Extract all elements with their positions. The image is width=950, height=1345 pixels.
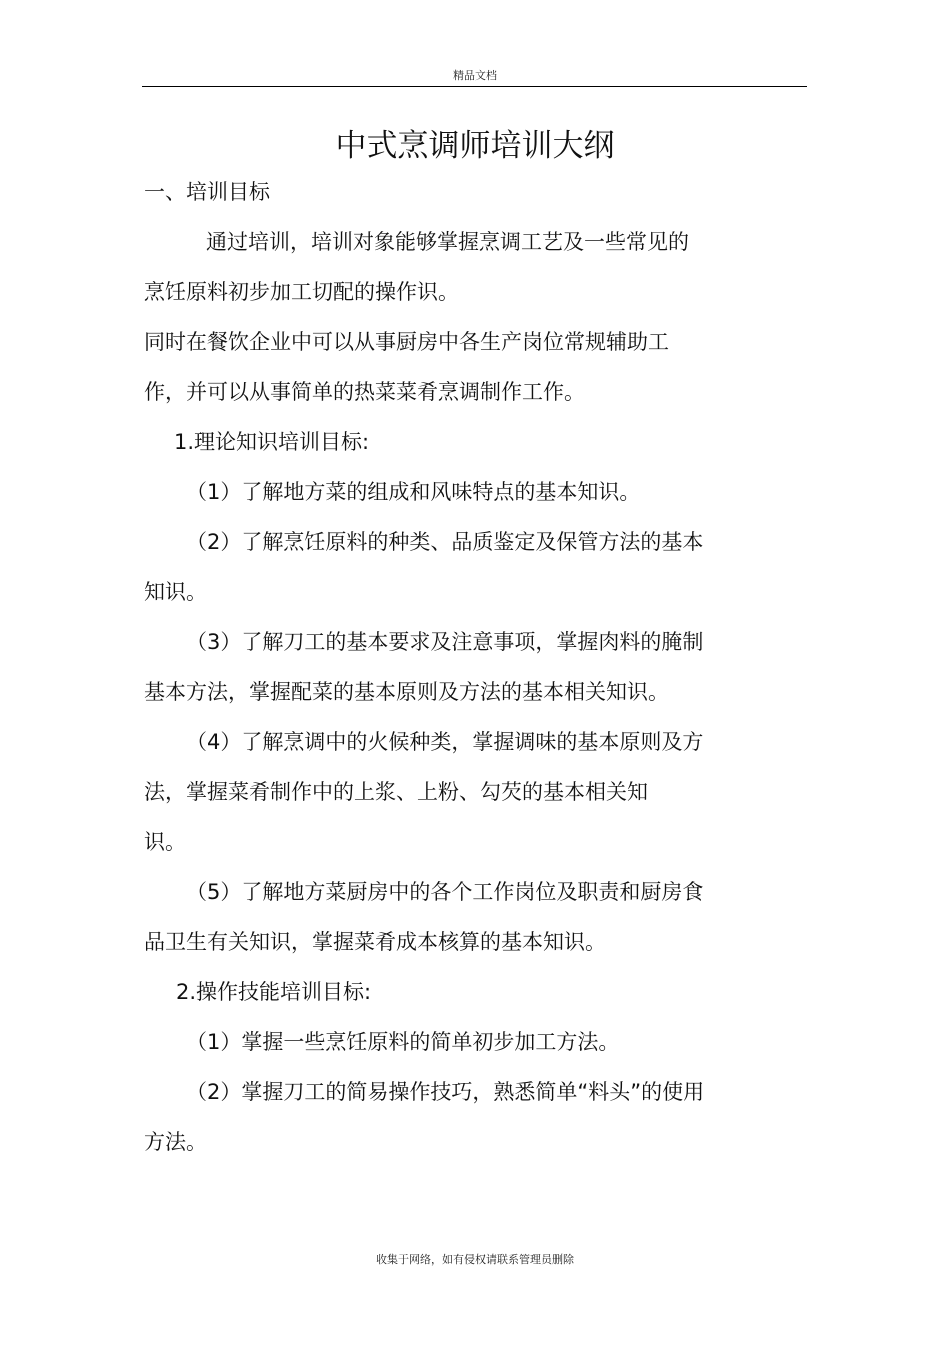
list-item: （4）了解烹调中的火候种类，掌握调味的基本原则及方 [186,730,704,754]
paragraph-line: 同时在餐饮企业中可以从事厨房中各生产岗位常规辅助工 [144,330,669,354]
subsection-heading: 1.理论知识培训目标: [174,430,370,454]
list-item: （2）掌握刀工的简易操作技巧，熟悉简单“料头”的使用 [186,1080,705,1104]
document-title: 中式烹调师培训大纲 [335,128,615,164]
paragraph-line: 烹饪原料初步加工切配的操作识。 [144,280,459,304]
list-item: （2）了解烹饪原料的种类、品质鉴定及保管方法的基本 [186,530,704,554]
list-item: （1）掌握一些烹饪原料的简单初步加工方法。 [186,1030,620,1054]
header-divider [142,86,807,87]
list-item: （1）了解地方菜的组成和风味特点的基本知识。 [186,480,641,504]
list-item-continuation: 品卫生有关知识，掌握菜肴成本核算的基本知识。 [144,930,606,954]
page-footer: 收集于网络，如有侵权请联系管理员删除 [376,1253,574,1266]
list-item: （3）了解刀工的基本要求及注意事项，掌握肉料的腌制 [186,630,704,654]
list-item-continuation: 法，掌握菜肴制作中的上浆、上粉、勾芡的基本相关知 [144,780,648,804]
list-item: （5）了解地方菜厨房中的各个工作岗位及职责和厨房食 [186,880,704,904]
list-item-continuation: 知识。 [144,580,207,604]
page-header: 精品文档 [453,69,497,82]
list-item-continuation: 基本方法，掌握配菜的基本原则及方法的基本相关知识。 [144,680,669,704]
subsection-heading: 2.操作技能培训目标: [176,980,372,1004]
paragraph-line: 作，并可以从事简单的热菜菜肴烹调制作工作。 [144,380,585,404]
paragraph-line: 通过培训，培训对象能够掌握烹调工艺及一些常见的 [206,230,689,254]
list-item-continuation: 方法。 [144,1130,207,1154]
section-heading: 一、培训目标 [144,180,270,204]
list-item-continuation: 识。 [144,830,186,854]
